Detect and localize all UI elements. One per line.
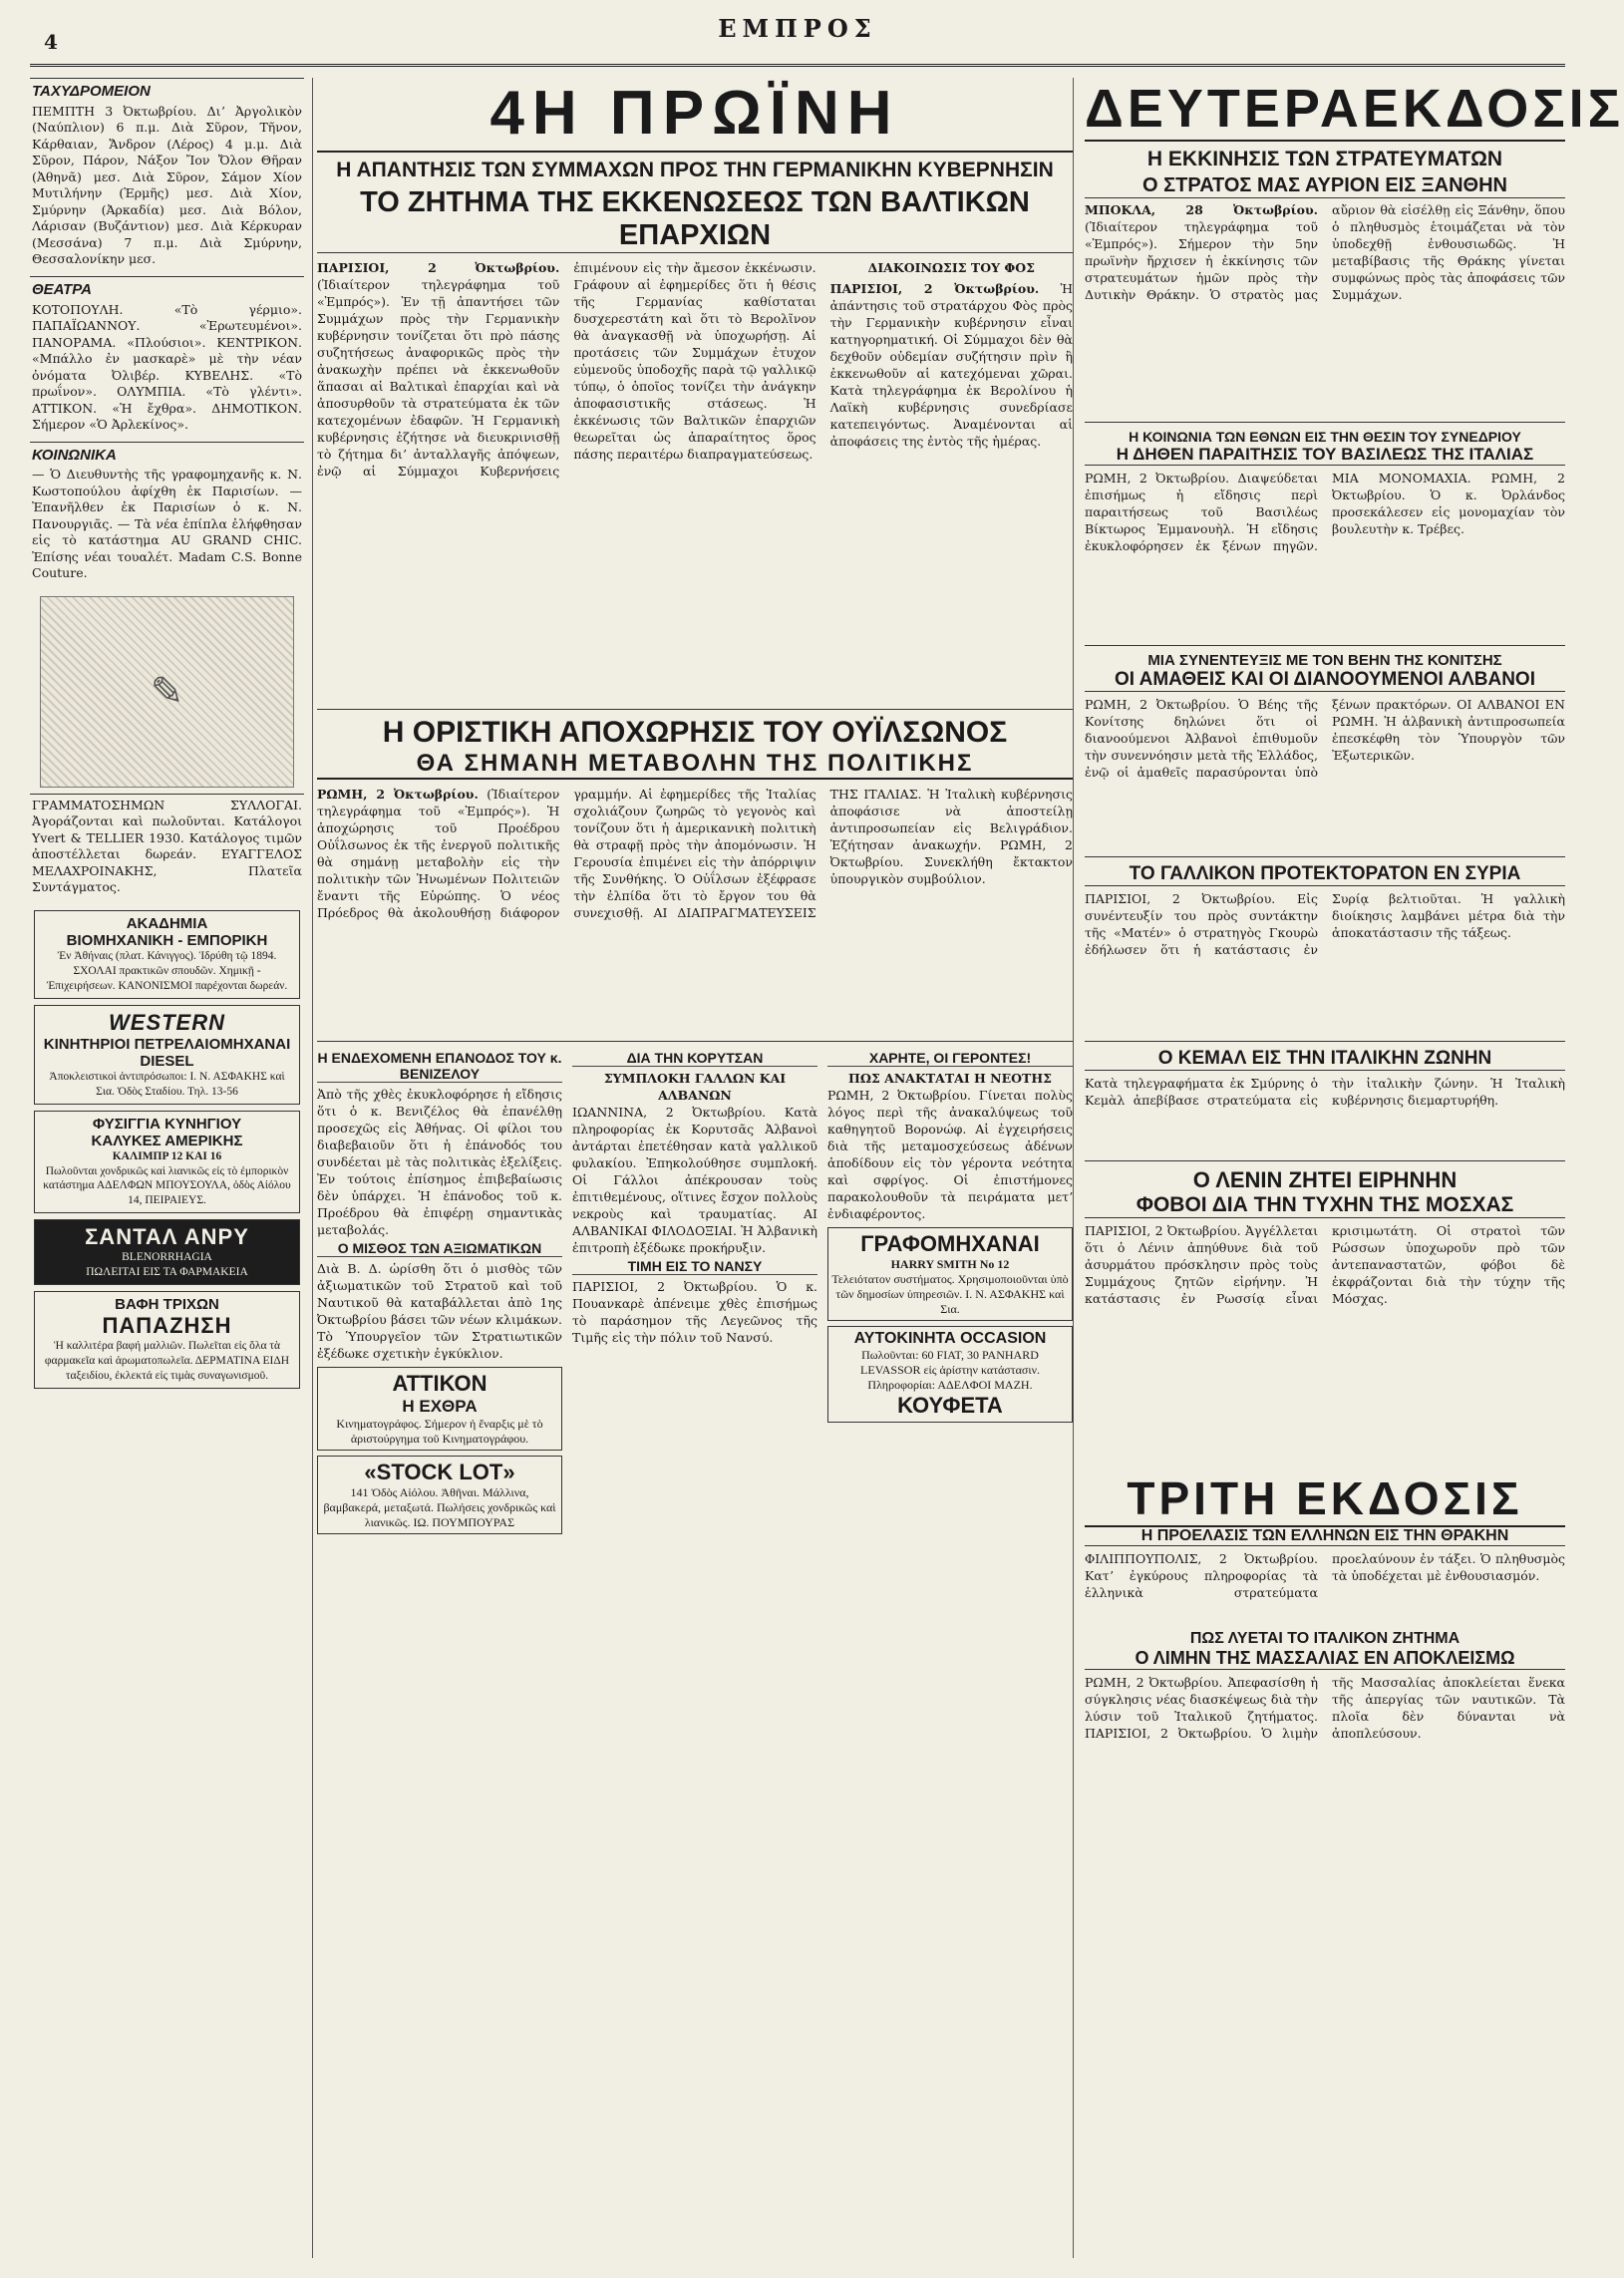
hunting-ad <box>34 1111 300 1214</box>
postal-section <box>30 78 304 276</box>
western-ad <box>34 1005 300 1105</box>
venizelos-text: Ἀπὸ τῆς χθὲς ἐκυκλοφόρησε ἡ εἴδησις ὅτι ὁ κ. Βενιζέλος θὰ ἐπανέλθῃ προσεχῶς εἰς Ἀθήνας. Οἱ φίλοι του διαβεβαιοῦν ὅτι ἡ ἐπάνοδός του συνδέεται μὲ τὰς πολιτικὰς ἐξελίξεις. Ἐν τούτοις ἐπίσημος ἐπιβεβαίωσις δὲν ὑπάρχει. Ἡ ἐπάνοδος τοῦ κ. Προέδρου θὰ ἐπιφέρῃ σημαντικὰς μεταβολάς. <box>317 1087 562 1237</box>
left-column <box>30 78 313 2258</box>
headline-albanians: ΟΙ ΑΜΑΘΕΙΣ ΚΑΙ ΟΙ ΔΙΑΝΟΟΥΜΕΝΟΙ ΑΛΒΑΝΟΙ <box>1085 669 1565 692</box>
albanians-story: ΡΩΜΗ, 2 Ὀκτωβρίου. Ὁ Βέης τῆς Κονίτσης δηλώνει ὅτι οἱ διανοούμενοι Ἀλβανοὶ ἐπιθυμοῦν τὴν συνεννόησιν μετὰ τῆς Ἑλλάδος, ἐνῷ οἱ ἀμαθεῖς παρασύρονται ὑπὸ ξένων πρακτόρων. ΟΙ ΑΛΒΑΝΟΙ ΕΝ ΡΩΜΗ. Ἡ ἀλβανικὴ ἀντιπροσωπεία ἐπεσκέφθη τὸν Ὑπουργὸν τῶν Ἐξωτερικῶν. <box>1085 697 1565 780</box>
postal-text: ΠΕΜΠΤΗ 3 Ὀκτωβρίου. Διʼ Ἀργολικὸν (Ναύπλιον) 6 π.μ. Διὰ Σῦρον, Τῆνον, Κάρθαιαν, Ἄνδρον (Λέρος) 4 μ.μ. Διὰ Σῦρον, Πάρον, Νάξον Ἴον Ὄλον Θῆραν (Ἀθηνᾶ) μεσ. Διὰ Σῦρον, Σάμον Χίον Μυτιλήνην (Ἑρμῆς) μεσ. Διὰ Χίον, Σμύρνην (Ἀρκαδία) μεσ. Διὰ Βόλον, Λάρισαν (Βυζάντιον) μεσ. Διὰ Κέρκυραν (Μεσσάνα) 7 π.μ. Διὰ Σμύρνην, Θεσσαλονίκην μεσ. <box>32 103 302 267</box>
headline-baltic-question: ΤΟ ΖΗΤΗΜΑ ΤΗΣ ΕΚΚΕΝΩΣΕΩΣ ΤΩΝ ΒΑΛΤΙΚΩΝ ΕΠΑΡΧΙΩΝ <box>317 186 1073 253</box>
headline-syria: ΤΟ ΓΑΛΛΙΚΟΝ ΠΡΟΤΕΚΤΟΡΑΤΟΝ ΕΝ ΣΥΡΙΑ <box>1085 863 1565 886</box>
allied-reply-story <box>317 259 1073 703</box>
divider <box>1085 422 1565 423</box>
headline-king-italy: Η ΔΗΘΕΝ ΠΑΡΑΙΤΗΣΙΣ ΤΟΥ ΒΑΣΙΛΕΩΣ ΤΗΣ ΙΤΑΛΙΑΣ <box>1085 445 1565 466</box>
theatres-section <box>30 276 304 442</box>
koritsa-sub: ΣΥΜΠΛΟΚΗ ΓΑΛΛΩΝ ΚΑΙ ΑΛΒΑΝΩΝ <box>603 1071 787 1103</box>
story-3-dateline: ΡΩΜΗ, 2 Ὀκτωβρίου. <box>317 787 479 802</box>
italy-story: ΡΩΜΗ, 2 Ὀκτωβρίου. Διαψεύδεται ἐπισήμως ἡ εἴδησις περὶ παραιτήσεως τοῦ Βασιλέως Βίκτωρος Ἐμμανουὴλ. Ἡ εἴδησις ἐκυκλοφόρησεν ἐκ ξένων πηγῶν. ΜΙΑ ΜΟΝΟΜΑΧΙΑ. ΡΩΜΗ, 2 Ὀκτωβρίου. Ὁ κ. Ὀρλάνδος προσεκάλεσεν εἰς μονομαχίαν τὸν βουλευτὴν κ. Τρέβες. <box>1085 471 1565 553</box>
santal-sub: BLENORRHAGIA <box>122 1251 212 1264</box>
rejuvenation-column <box>827 1048 1073 2085</box>
western-brand: WESTERN <box>109 1009 225 1035</box>
divider <box>1085 1160 1565 1161</box>
rejuvenation-sub: ΠΩΣ ΑΝΑΚΤΑΤΑΙ Η ΝΕΟΤΗΣ <box>848 1071 1052 1086</box>
dye-text: Ἡ καλλιτέρα βαφή μαλλιῶν. Πωλεῖται εἰς ὅλα τὰ φαρμακεῖα καὶ ἀρωματοπωλεῖα. ΔΕΡΜΑΤΙΝΑ ΕΙΔΗ ταξειδίου, ἐκλεκτά εἰς τιμὰς συναγωνισμοῦ. <box>44 1340 290 1383</box>
headline-kemal: Ο ΚΕΜΑΛ ΕΙΣ ΤΗΝ ΙΤΑΛΙΚΗΝ ΖΩΝΗΝ <box>1085 1048 1565 1071</box>
hunting-sub: ΚΑΛΥΚΕΣ ΑΜΕΡΙΚΗΣ <box>91 1132 243 1149</box>
academy-title: ΑΚΑΔΗΜΙΑ <box>126 914 208 932</box>
theatres-text: ΚΟΤΟΠΟΥΛΗ. «Τὸ γέρμιο». ΠΑΠΑΪΩΑΝΝΟΥ. «Ἐρωτευμένοι». ΠΑΝΟΡΑΜΑ. «Πλούσιοι». ΚΕΝΤΡΙΚΟΝ. «Μπάλλο ἐν μασκαρὲ» μὲ τὴν νέαν ὀνόματα Ὀλιβέρ. ΚΥΒΕΛΗΣ. «Τὸ πρωΐνον». ΟΛΥΜΠΙΑ. «Τὸ γλέντι». ΑΤΤΙΚΟΝ. «Ἡ ἔχθρα». ΔΗΜΟΤΙΚΟΝ. Σήμερον «Ὁ Ἀρλεκίνος». <box>32 301 302 433</box>
nancy-title: ΤΙΜΗ ΕΙΣ ΤΟ ΝΑΝΣΥ <box>572 1258 817 1275</box>
hunting-title: ΦΥΣΙΓΓΙΑ ΚΥΝΗΓΙΟΥ <box>92 1115 242 1133</box>
typewriters-text: Τελειότατον συστήματος. Χρησιμοποιοῦνται ὑπὸ τῶν δημοσίων ὑπηρεσιῶν. Ι. Ν. ΑΣΦΑΚΗΣ καὶ Σια. <box>831 1272 1069 1316</box>
officers-pay-title: Ο ΜΙΣΘΟΣ ΤΩΝ ΑΞΙΩΜΑΤΙΚΩΝ <box>317 1240 562 1257</box>
typewriters-sub: HARRY SMITH No 12 <box>890 1257 1010 1271</box>
social-text: — Ὁ Διευθυντὴς τῆς γραφομηχανῆς κ. Ν. Κωστοπούλου ἀφίχθη ἐκ Παρισίων. — Ἐπανῆλθεν ἐκ Παρισίων ὁ κ. Ν. Πανουργιᾶς. — Τὰ νέα ἐπίπλα ἐλήφθησαν εἰς τὸ κατάστημα AU GRAND CHIC. Ἐπίσης νέαι τουαλέτ. Madam C.S. Bonne Couture. <box>32 467 302 581</box>
western-line2: DIESEL <box>140 1052 194 1070</box>
sketch-icon: ✎ <box>150 668 184 715</box>
story-1-text: (Ἰδιαίτερον τηλεγράφημα τοῦ «Ἐμπρός»). Σήμερον τὴν 5ην πρωϊνὴν ἤρχισεν ἡ ἐκκίνησις τῶν στρατευμάτων ἡμῶν πρὸς τὴν Δυτικὴν Θράκην. Ὁ στρατὸς μας αὔριον θὰ εἰσέλθῃ εἰς Ξάνθην, ὅπου ὁ πληθυσμὸς ἑτοιμάζεται νὰ τὸν ὑποδεχθῇ ἐνθουσιωδῶς. Ἡ μεταβίβασις τῆς Θράκης γίνεται συμφώνως πρὸς τὰς ἀποφάσεις τῶν Συμμάχων. <box>1085 202 1565 302</box>
center-column <box>317 78 1074 2258</box>
academy-subtitle: ΒΙΟΜΗΧΑΝΙΚΗ - ΕΜΠΟΡΙΚΗ <box>66 931 268 949</box>
masthead <box>30 4 1565 67</box>
headline-troop-departure: Η ΕΚΚΙΝΗΣΙΣ ΤΩΝ ΣΤΡΑΤΕΥΜΑΤΩΝ <box>1146 148 1503 170</box>
stock-lot-text: 141 Ὁδὸς Αἰόλου. Ἀθῆναι. Μάλλινα, βαμβακερά, μεταξωτά. Πωλήσεις χονδρικῶς καὶ λιανικῶς. ΙΩ. ΠΟΥΜΠΟΥΡΑΣ <box>323 1485 556 1529</box>
wilson-story <box>317 786 1073 1035</box>
attikon-sub: Η ΕΧΘΡΑ <box>402 1397 478 1416</box>
fos-dateline: ΠΑΡΙΣΙΟΙ, 2 Ὀκτωβρίου. <box>829 281 1040 296</box>
automobiles-title: ΑΥΤΟΚΙΝΗΤΑ OCCASION <box>853 1330 1047 1347</box>
rejuvenation-text: ΡΩΜΗ, 2 Ὀκτωβρίου. Γίνεται πολὺς λόγος περὶ τῆς ἀνακαλύψεως τοῦ καθηγητοῦ Βορονώφ. Αἱ ἐγχειρήσεις διὰ τῆς μεταμοσχεύσεως ἀδένων ἀποδίδουν εἰς τὸν γέροντα νεότητα καὶ σφρίγος. Οἱ ἐπιστήμονες παρακολουθοῦν τὰ πειράματα μετʼ ἐνδιαφέροντος. <box>827 1088 1073 1221</box>
story-1-text: (Ἰδιαίτερον τηλεγράφημα τοῦ «Ἐμπρός»). Ἐν τῇ ἀπαντήσει τῶν Συμμάχων πρὸς τὴν Γερμανικὴν κυβέρνησιν τονίζεται ὅτι πρὸ πάσης συζητήσεως ἀναφορικῶς πρὸς τὴν ἀνακωχὴν πρέπει νὰ ἐκκενωθοῦν ἅπασαι αἱ Βαλτικαὶ ἐπαρχίαι καὶ νὰ ἀποσυρθοῦν τὰ στρατεύματα ἐκ τῶν κατεχομένων ἐδαφῶν. Ἡ Γερμανικὴ κυβέρνησις ἐζήτησε νὰ διευκρινισθῇ τὸ ζήτημα διʼ ἀνταλλαγῆς ἀπόψεων, ἐνῷ αἱ Σύμμαχοι Κυβερνήσεις ἐπιμένουν εἰς τὴν ἄμεσον ἐκκένωσιν. Γράφουν αἱ ἐφημερίδες ὅτι ἡ θέσις τῆς Γερμανίας καθίσταται δυσχερεστάτη καὶ ὅτι τὸ Βερολῖνον θὰ ἀναγκασθῇ νὰ ὑποχωρήσῃ. Αἱ προτάσεις τῶν Συμμάχων ἐτυχον εὐμενοῦς ὑποδοχῆς παρὰ τῷ γαλλικῷ τύπῳ, ὁ ὁποῖος τονίζει τὴν ἀνάγκην ἀποφασιστικῆς στάσεως. Ἡ ἐκκένωσις τῶν Βαλτικῶν ἐπαρχιῶν θεωρεῖται ὡς ἀπαραίτητος ὅρος πάσης περαιτέρω διαπραγματεύσεως. <box>317 260 816 479</box>
automobiles-ad <box>827 1326 1073 1423</box>
attikon-text: Κινηματογράφος. Σήμερον ἡ ἔναρξις μὲ τὸ ἀριστούργημα τοῦ Κινηματογράφου. <box>336 1417 543 1446</box>
social-section <box>30 442 304 590</box>
headline-wilson-withdrawal: Η ΟΡΙΣΤΙΚΗ ΑΠΟΧΩΡΗΣΙΣ ΤΟΥ ΟΥΪΛΣΩΝΟΣ <box>382 716 1008 749</box>
portrait-sketch-image <box>40 596 294 788</box>
hunting-caliber: ΚΑΛΙΜΠΡ 12 ΚΑΙ 16 <box>112 1149 222 1162</box>
headline-greek-advance: Η ΠΡΟΕΛΑΣΙΣ ΤΩΝ ΕΛΛΗΝΩΝ ΕΙΣ ΤΗΝ ΘΡΑΚΗΝ <box>1085 1527 1565 1546</box>
hunting-text: Πωλοῦνται χονδρικῶς καὶ λιανικῶς εἰς τὸ ἐμπορικὸν κατάστημα ΑΔΕΛΦΩΝ ΜΠΟΥΣΟΥΛΑ, ὁδὸς Αἰόλου 14, ΠΕΙΡΑΙΕΥΣ. <box>43 1164 291 1207</box>
divider <box>317 709 1073 710</box>
theatres-title: ΘΕΑΤΡΑ <box>32 280 93 298</box>
attikon-ad <box>317 1367 562 1451</box>
venizelos-title: Η ΕΝΔΕΧΟΜΕΝΗ ΕΠΑΝΟΔΟΣ ΤΟΥ κ. ΒΕΝΙΖΕΛΟΥ <box>317 1050 562 1082</box>
nancy-text: ΠΑΡΙΣΙΟΙ, 2 Ὀκτωβρίου. Ὁ κ. Πουανκαρὲ ἀπένειμε χθὲς ἐπισήμως τὸ παράσημον τῆς Λεγεῶνος τῆς Τιμῆς εἰς τὴν πόλιν τοῦ Νανσύ. <box>572 1279 817 1345</box>
western-text: Ἀποκλειστικοὶ ἀντιπρόσωποι: Ι. Ν. ΑΣΦΑΚΗΣ καὶ Σια. Ὁδὸς Σταδίου. Τηλ. 13-56 <box>49 1070 285 1098</box>
dye-brand: ΠΑΠΑΖΗΣΗ <box>102 1313 232 1339</box>
koritsa-title: ΔΙΑ ΤΗΝ ΚΟΡΥΤΣΑΝ <box>572 1050 817 1067</box>
attikon-title: ΑΤΤΙΚΟΝ <box>392 1371 487 1396</box>
headline-italian-question: ΠΩΣ ΛΥΕΤΑΙ ΤΟ ΙΤΑΛΙΚΟΝ ΖΗΤΗΜΑ <box>1189 1630 1461 1647</box>
headline-moscow: ΦΟΒΟΙ ΔΙΑ ΤΗΝ ΤΥΧΗΝ ΤΗΣ ΜΟΣΧΑΣ <box>1085 1193 1565 1218</box>
headline-league-of-nations: Η ΚΟΙΝΩΝΙΑ ΤΩΝ ΕΘΝΩΝ ΕΙΣ ΤΗΝ ΘΕΣΙΝ ΤΟΥ ΣΥΝΕΔΡΙΟΥ <box>1129 429 1521 445</box>
social-title: ΚΟΙΝΩΝΙΚΑ <box>32 446 117 464</box>
headline-army-xanthi: Ο ΣΤΡΑΤΟΣ ΜΑΣ ΑΥΡΙΟΝ ΕΙΣ ΞΑΝΘΗΝ <box>1085 174 1565 198</box>
postal-title: ΤΑΧΥΔΡΟΜΕΙΟΝ <box>32 83 151 100</box>
fos-header: ΔΙΑΚΟΙΝΩΣΙΣ ΤΟΥ ΦΟΣ <box>867 260 1035 275</box>
association-text: ΓΡΑΜΜΑΤΟΣΗΜΩΝ ΣΥΛΛΟΓΑΙ. Ἀγοράζονται καὶ πωλοῦνται. Κατάλογοι Yvert & TELLIER 1930. Κατάλογος τιμῶν ἀποστέλλεται δωρεάν. ΕΥΑΓΓΕΛΟΣ ΜΕΛΑΧΡΟΙΝΑΚΗΣ, Πλατεῖα Συντάγματος. <box>32 797 302 895</box>
paper-name: ΕΜΠΡΟΣ <box>718 14 877 43</box>
story-3-text: (Ἰδιαίτερον τηλεγράφημα τοῦ «Ἐμπρός»). Ἡ ἀποχώρησις τοῦ Προέδρου Οὐΐλσωνος ἐκ τῆς ἐνεργοῦ πολιτικῆς θὰ σημάνῃ μεταβολὴν εἰς τὴν πολιτικὴν τῶν Ἡνωμένων Πολιτειῶν ἔναντι τῆς Εὐρώπης. Ὁ νέος Πρόεδρος θὰ ἀκολουθήσῃ διάφορον γραμμήν. Αἱ ἐφημερίδες τῆς Ἰταλίας σχολιάζουν ζωηρῶς τὸ γεγονὸς καὶ τονίζουν ὅτι ἡ ἀμερικανικὴ πολιτικὴ θὰ στραφῇ πρὸς τὴν ἀπομόνωσιν. Ἡ Γερουσία ἐπιμένει εἰς τὴν ἀπόρριψιν τῆς Συνθήκης. Ὁ Οὐΐλσων ἐξέφρασε τὴν ἐλπίδα ὅτι τὸ ἔργον του θὰ συνεχισθῇ. ΑΙ ΔΙΑΠΡΑΓΜΑΤΕΥΣΕΙΣ ΤΗΣ ΙΤΑΛΙΑΣ. Ἡ Ἰταλικὴ κυβέρνησις ἀποφάσισε νὰ ἀποστείλῃ ἀντιπροσωπείαν εἰς Βελιγράδιον. Ἐζήτησαν ἀνακωχήν. ΡΩΜΗ, 2 Ὀκτωβρίου. Συνεκλήθη ἔκτακτον ὑπουργικὸν συμβούλιον. <box>317 787 1073 920</box>
xanthi-story <box>1085 201 1565 416</box>
typewriters-title: ΓΡΑΦΟΜΗΧΑΝΑΙ <box>860 1231 1040 1256</box>
rejuvenation-title: ΧΑΡΗΤΕ, ΟΙ ΓΕΡΟΝΤΕΣ! <box>827 1050 1073 1067</box>
page-number: 4 <box>44 30 58 54</box>
lenin-story: ΠΑΡΙΣΙΟΙ, 2 Ὀκτωβρίου. Ἀγγέλλεται ὅτι ὁ Λένιν ἀπηύθυνε διὰ τοῦ ἀσυρμάτου πρόσκλησιν πρὸς τοὺς Συμμάχους ζητῶν εἰρήνην. Ἡ κατάστασις ἐν Ρωσσίᾳ εἶναι κρισιμωτάτη. Οἱ στρατοὶ τῶν Ρώσσων ὑποχωροῦν πρὸ τῶν ἀντεπαναστατῶν, φόβοι δὲ ἐκφράζονται διὰ τὴν τύχην τῆς Μόσχας. <box>1085 1223 1565 1306</box>
divider <box>1085 1041 1565 1042</box>
edition-banner-morning: 4Η ΠΡΩΪΝΗ <box>317 78 1073 153</box>
divider <box>317 1041 1073 1042</box>
koritsa-text: ΙΩΑΝΝΙΝΑ, 2 Ὀκτωβρίου. Κατὰ πληροφορίας ἐκ Κορυτσᾶς Ἀλβανοὶ ἀντάρται ἐπετέθησαν κατὰ γαλλικοῦ φυλακίου. Ἐπηκολούθησε συμπλοκή. Οἱ Γάλλοι ἀπέκρουσαν τοὺς ἐπιτιθεμένους, οἵτινες ἔσχον πολλοὺς νεκροὺς καὶ τραυματίας. ΑΙ ΑΛΒΑΝΙΚΑΙ ΦΙΛΟΔΟΞΙΑΙ. Ἡ Ἀλβανικὴ ἐπιτροπὴ ἐξέδωκε προκήρυξιν. <box>572 1105 817 1255</box>
koufeta-title: ΚΟΥΦΕΤΑ <box>897 1393 1003 1418</box>
headline-policy-change: ΘΑ ΣΗΜΑΝΗ ΜΕΤΑΒΟΛΗΝ ΤΗΣ ΠΟΛΙΤΙΚΗΣ <box>317 750 1073 780</box>
headline-konitsa-interview: ΜΙΑ ΣΥΝΕΝΤΕΥΞΙΣ ΜΕ ΤΟΝ ΒΕΗΝ ΤΗΣ ΚΟΝΙΤΣΗΣ <box>1147 652 1502 669</box>
santal-brand: ΣΑΝΤΑΛ ΑΝΡΥ <box>85 1224 249 1250</box>
edition-banner-third: ΤΡΙΤΗ ΕΚΔΟΣΙΣ <box>1085 1471 1565 1527</box>
western-line1: ΚΙΝΗΤΗΡΙΟΙ ΠΕΤΡΕΛΑΙΟΜΗΧΑΝΑΙ <box>43 1035 291 1053</box>
headline-allied-reply: Η ΑΠΑΝΤΗΣΙΣ ΤΩΝ ΣΥΜΜΑΧΩΝ ΠΡΟΣ ΤΗΝ ΓΕΡΜΑΝΙΚΗΝ ΚΥΒΕΡΝΗΣΙΝ <box>336 159 1054 181</box>
divider <box>1085 645 1565 646</box>
syria-story: ΠΑΡΙΣΙΟΙ, 2 Ὀκτωβρίου. Εἰς συνέντευξίν του πρὸς συντάκτην τῆς «Ματέν» ὁ στρατηγὸς Γκουρὼ ἐδήλωσεν ὅτι ἡ κατάστασις ἐν Συρίᾳ βελτιοῦται. Ἡ γαλλικὴ διοίκησις λαμβάνει μέτρα διὰ τὴν ἀποκατάστασιν τῆς τάξεως. <box>1085 891 1565 957</box>
stock-lot-title: «STOCK LOT» <box>364 1460 515 1484</box>
association-section <box>30 794 304 904</box>
typewriters-ad <box>827 1227 1073 1321</box>
dye-title: ΒΑΦΗ ΤΡΙΧΩΝ <box>115 1296 219 1314</box>
koritsa-column <box>572 1048 817 2085</box>
stock-lot-ad <box>317 1456 562 1534</box>
academy-text: Ἐν Ἀθήναις (πλατ. Κάνιγγος). Ἱδρύθη τῷ 1894. ΣΧΟΛΑΙ πρακτικῶν σπουδῶν. Χημικῇ - Ἐπιχειρήσεων. ΚΑΝΟΝΙΣΜΟΙ παρέχονται δωρεάν. <box>46 949 288 992</box>
headline-marseille: Ο ΛΙΜΗΝ ΤΗΣ ΜΑΣΣΑΛΙΑΣ ΕΝ ΑΠΟΚΛΕΙΣΜΩ <box>1085 1648 1565 1670</box>
fos-text: Ἡ ἀπάντησις τοῦ στρατάρχου Φὸς πρὸς τὴν Γερμανικὴν κυβέρνησιν εἶναι κατηγορηματική. Οἱ Σύμμαχοι δὲν θὰ δεχθοῦν οὐδεμίαν συζήτησιν πρὶν ἢ ἐκκενωθοῦν αἱ κατεχόμεναι χῶραι. Κατὰ τηλεγράφημα ἐκ Βερολίνου ἡ Λαϊκὴ κυβέρνησις συνεδρίασε κατεπειγόντως. Ἀναμένονται αἱ ἀποφάσεις της ἐντὸς τῆς ἡμέρας. <box>829 281 1073 449</box>
thrace-story: ΦΙΛΙΠΠΟΥΠΟΛΙΣ, 2 Ὀκτωβρίου. Κατʼ ἐγκύρους πληροφορίας τὰ ἑλληνικὰ στρατεύματα προελαύνουν ἐν τάξει. Ὁ πληθυσμὸς τὰ ὑποδέχεται μὲ ἐνθουσιασμόν. <box>1085 1551 1565 1600</box>
automobiles-text: Πωλοῦνται: 60 FIAT, 30 PANHARD LEVASSOR εἰς ἀρίστην κατάστασιν. Πληροφορίαι: ΑΔΕΛΦΟΙ ΜΑΖΗ. <box>859 1348 1041 1392</box>
kemal-story: Κατὰ τηλεγραφήματα ἐκ Σμύρνης ὁ Κεμὰλ ἀπεβίβασε στρατεύματα εἰς τὴν ἰταλικὴν ζώνην. Ἡ Ἰταλικὴ κυβέρνησις διεμαρτυρήθη. <box>1085 1076 1565 1108</box>
headline-lenin: Ο ΛΕΝΙΝ ΖΗΤΕΙ ΕΙΡΗΝΗΝ <box>1192 1167 1458 1192</box>
edition-banner-second: ΔΕΥΤΕΡΑΕΚΔΟΣΙΣ <box>1085 78 1565 142</box>
officers-pay-text: Διὰ Β. Δ. ὡρίσθη ὅτι ὁ μισθὸς τῶν ἀξιωματικῶν τοῦ Στρατοῦ καὶ τοῦ Ναυτικοῦ θὰ καταβάλλεται ἀπὸ 1ης Ὀκτωβρίου βάσει τῶν νέων κλιμάκων. Τὸ Ὑπουργεῖον τῶν Στρατιωτικῶν ἐξέδωκε σχετικὴν ἐγκύκλιον. <box>317 1261 562 1361</box>
venizelos-column <box>317 1048 562 2085</box>
center-lower-row <box>317 1048 1073 2085</box>
story-1-dateline: ΜΠΟΚΛΑ, 28 Ὀκτωβρίου. <box>1085 202 1318 217</box>
marseille-story: ΡΩΜΗ, 2 Ὀκτωβρίου. Ἀπεφασίσθη ἡ σύγκλησις νέας διασκέψεως διὰ τὴν λύσιν τοῦ Ἰταλικοῦ ζητήματος. ΠΑΡΙΣΙΟΙ, 2 Ὀκτωβρίου. Ὁ λιμὴν τῆς Μασσαλίας ἀποκλείεται ἕνεκα τῆς ἀπεργίας τῶν ναυτικῶν. Τὰ πλοῖα δὲν δύνανται νὰ ἀποπλεύσουν. <box>1085 1675 1565 1741</box>
santal-note: ΠΩΛΕΙΤΑΙ ΕΙΣ ΤΑ ΦΑΡΜΑΚΕΙΑ <box>86 1266 248 1279</box>
santal-ad <box>34 1219 300 1285</box>
divider <box>1085 856 1565 857</box>
story-1-dateline: ΠΑΡΙΣΙΟΙ, 2 Ὀκτωβρίου. <box>317 260 560 275</box>
right-column <box>1085 78 1624 2258</box>
dye-ad <box>34 1291 300 1389</box>
academy-ad <box>34 910 300 999</box>
